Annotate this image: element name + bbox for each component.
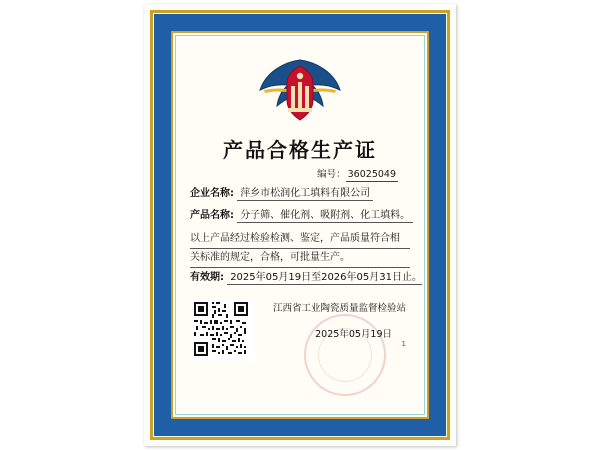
statement-line-2: 关标准的规定，合格，可批量生产。 — [190, 249, 410, 268]
issue-date: 2025年05月19日 — [315, 329, 392, 340]
official-red-seal — [296, 306, 393, 403]
field-product-name-value: 分子筛、催化剂、吸附剂、化工填料。 — [237, 210, 413, 223]
page-title: 产品合格生产证 — [223, 138, 377, 162]
national-emblem-icon — [254, 52, 346, 126]
certificate-card — [144, 4, 456, 446]
certificate-content — [178, 38, 422, 412]
field-company-name-value: 萍乡市松润化工填料有限公司 — [237, 188, 373, 201]
code-label: 编号： — [317, 169, 346, 180]
page-number: 1 — [401, 340, 406, 348]
issuing-organization: 江西省工业陶瓷质量监督检验站 — [272, 303, 406, 314]
field-company-name-label: 企业名称: — [190, 188, 234, 199]
field-validity-label: 有效期: — [190, 272, 224, 283]
field-validity — [190, 270, 422, 285]
code-value: 36025049 — [347, 169, 396, 180]
field-product-name-label: 产品名称: — [190, 210, 234, 221]
certificate-code — [317, 166, 398, 180]
statement-line-1: 以上产品经过检验检测、鉴定，产品质量符合相 — [190, 230, 410, 249]
statement-paragraph — [190, 230, 410, 268]
field-company-name — [190, 186, 410, 201]
qr-code-icon — [192, 300, 254, 362]
field-product-name — [190, 208, 410, 223]
field-validity-value: 2025年05月19日至2026年05月31日止。 — [227, 272, 422, 285]
